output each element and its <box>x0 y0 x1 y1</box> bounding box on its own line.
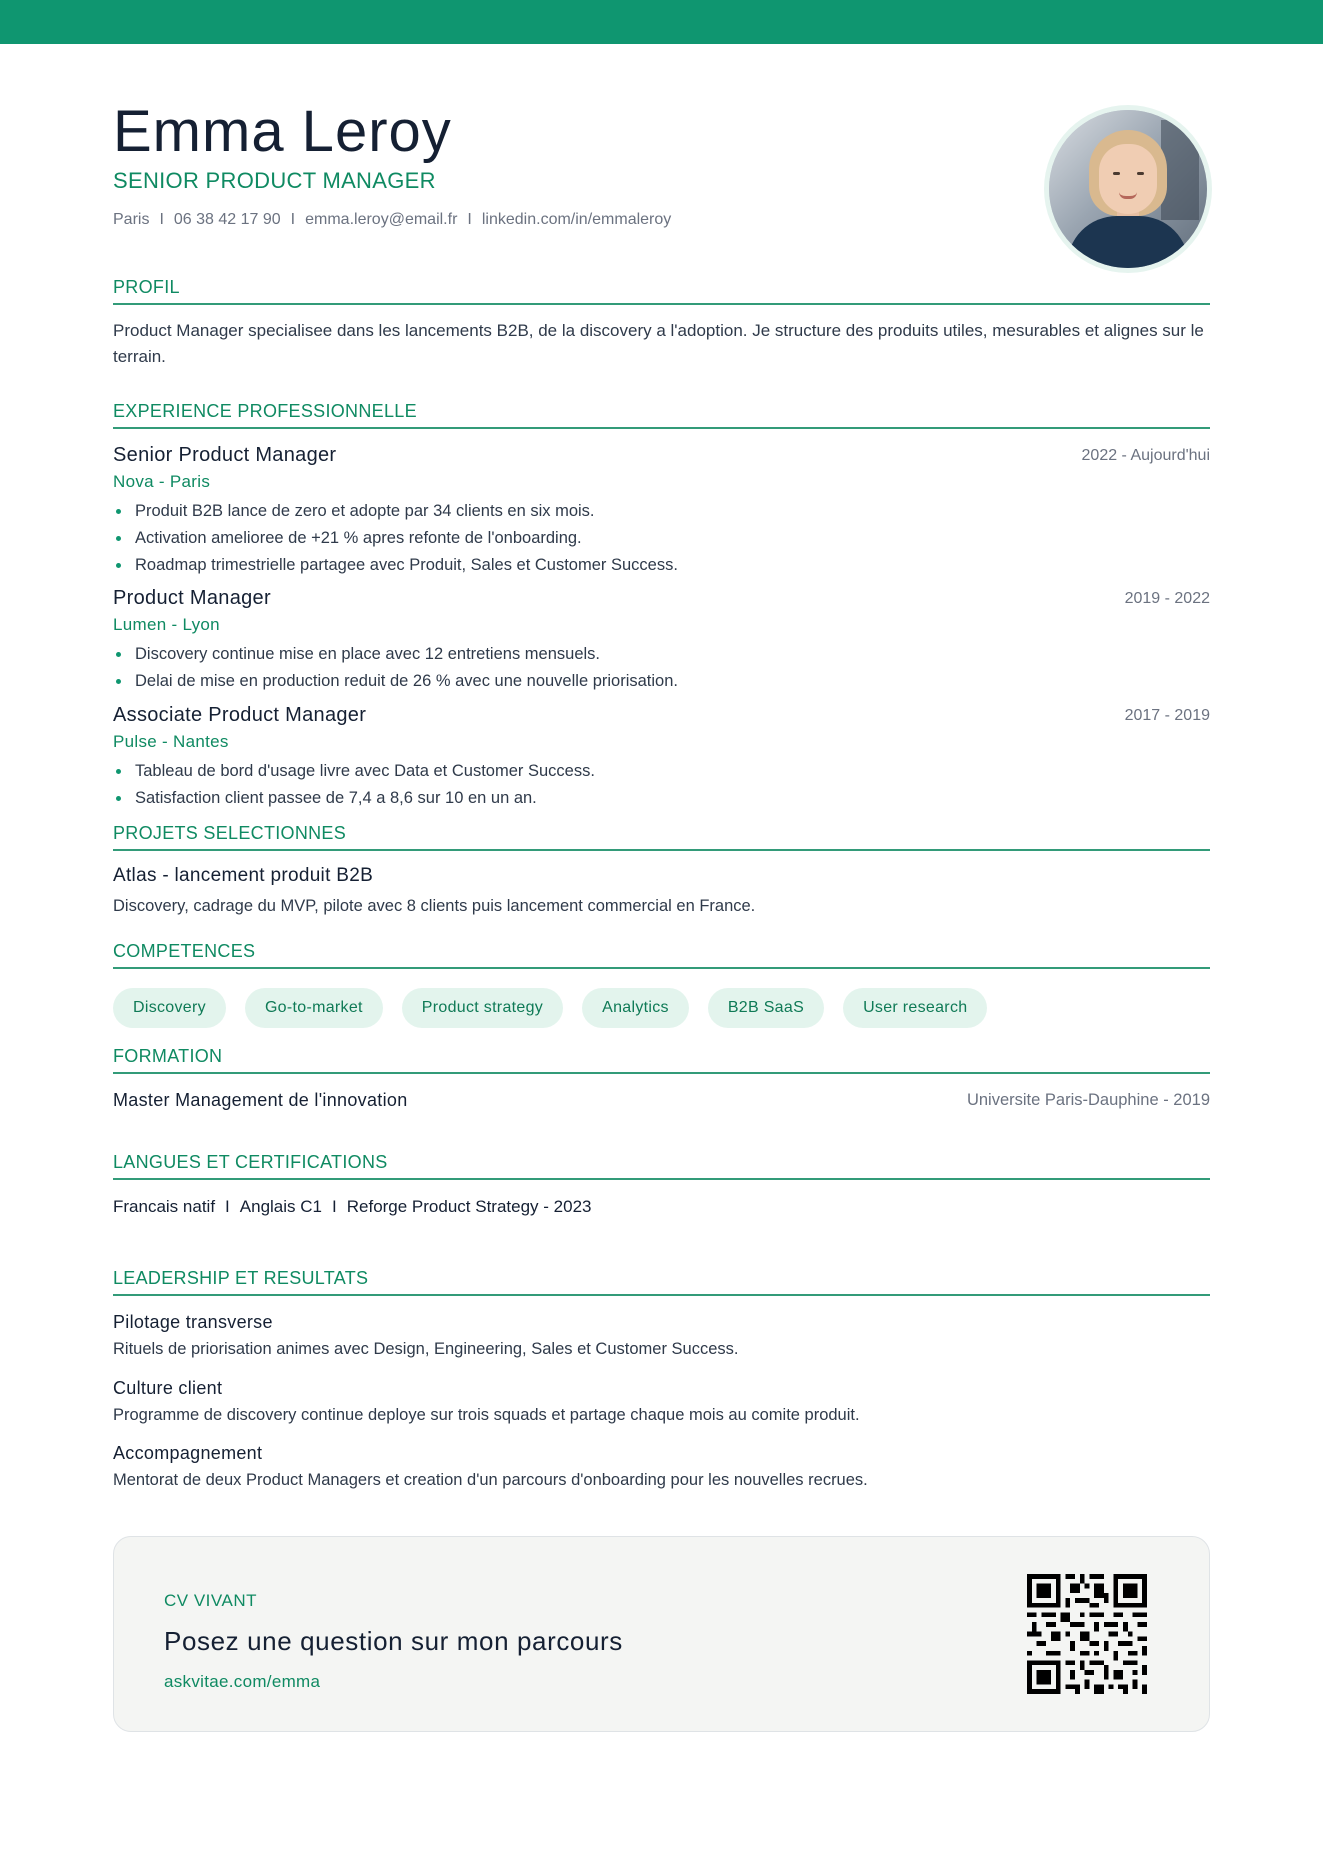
candidate-name: Emma Leroy <box>113 99 452 164</box>
skill-chip: User research <box>843 988 987 1028</box>
contact-line <box>113 210 671 230</box>
languages-separator: I <box>332 1197 337 1216</box>
contact-separator: I <box>467 211 472 228</box>
section-divider <box>113 849 1210 851</box>
job-company: Lumen - Lyon <box>113 615 220 634</box>
skill-chip: Discovery <box>113 988 226 1028</box>
section-title-languages: LANGUES ET CERTIFICATIONS <box>113 1152 388 1172</box>
top-accent-bar <box>0 0 1323 44</box>
job-dates: 2019 - 2022 <box>1124 590 1210 607</box>
job-company: Pulse - Nantes <box>113 732 229 751</box>
contact-city: Paris <box>113 211 150 228</box>
section-title-skills: COMPETENCES <box>113 941 256 961</box>
job-dates: 2017 - 2019 <box>1124 707 1210 724</box>
job-bullet: Satisfaction client passee de 7,4 a 8,6 sur 10 en un an. <box>113 787 537 809</box>
job-bullet: Activation amelioree de +21 % apres refonte de l'onboarding. <box>113 527 582 549</box>
leadership-item-title: Pilotage transverse <box>113 1312 273 1332</box>
skill-chip: Product strategy <box>402 988 563 1028</box>
leadership-item-title: Accompagnement <box>113 1443 263 1463</box>
section-title-education: FORMATION <box>113 1046 223 1066</box>
section-divider <box>113 427 1210 429</box>
skill-chip: Analytics <box>582 988 689 1028</box>
profile-photo-image <box>1049 110 1207 268</box>
education-degree: Master Management de l'innovation <box>113 1090 408 1110</box>
job-bullet: Delai de mise en production reduit de 26 % avec une nouvelle priorisation. <box>113 670 678 692</box>
leadership-item-description: Rituels de priorisation animes avec Design, Engineering, Sales et Customer Success. <box>113 1340 739 1358</box>
languages-line <box>113 1196 591 1218</box>
candidate-headline: SENIOR PRODUCT MANAGER <box>113 168 436 193</box>
job-dates: 2022 - Aujourd'hui <box>1081 447 1210 464</box>
section-divider <box>113 303 1210 305</box>
section-title-profile: PROFIL <box>113 277 180 297</box>
qr-code-icon[interactable] <box>1027 1574 1147 1694</box>
section-title-leadership: LEADERSHIP ET RESULTATS <box>113 1268 369 1288</box>
job-title: Product Manager <box>113 587 271 609</box>
job-bullet: Tableau de bord d'usage livre avec Data et Customer Success. <box>113 760 595 782</box>
job-bullet: Discovery continue mise en place avec 12 entretiens mensuels. <box>113 643 600 665</box>
skills-list <box>113 988 987 1028</box>
skill-chip: B2B SaaS <box>708 988 824 1028</box>
section-divider <box>113 1294 1210 1296</box>
card-link[interactable]: askvitae.com/emma <box>164 1672 321 1691</box>
certification-item: Reforge Product Strategy - 2023 <box>346 1197 592 1216</box>
leadership-item-description: Mentorat de deux Product Managers et creation d'un parcours d'onboarding pour les nouvelles recrues. <box>113 1471 868 1489</box>
language-item: Anglais C1 <box>239 1197 322 1216</box>
project-title: Atlas - lancement produit B2B <box>113 865 374 886</box>
contact-linkedin[interactable]: linkedin.com/in/emmaleroy <box>481 211 672 228</box>
skill-chip: Go-to-market <box>245 988 383 1028</box>
contact-email[interactable]: emma.leroy@email.fr <box>305 211 458 228</box>
language-item: Francais natif <box>113 1197 216 1216</box>
profile-text: Product Manager specialisee dans les lancements B2B, de la discovery a l'adoption. Je structure des produits utiles, mesurables et alignes sur le terrain. <box>113 321 1204 366</box>
section-divider <box>113 967 1210 969</box>
job-title: Senior Product Manager <box>113 444 337 466</box>
project-description: Discovery, cadrage du MVP, pilote avec 8 clients puis lancement commercial en France. <box>113 897 756 915</box>
education-school: Universite Paris-Dauphine - 2019 <box>966 1091 1210 1109</box>
section-title-projects: PROJETS SELECTIONNES <box>113 823 347 843</box>
job-bullet: Roadmap trimestrielle partagee avec Produit, Sales et Customer Success. <box>113 554 678 576</box>
languages-separator: I <box>225 1197 230 1216</box>
contact-phone: 06 38 42 17 90 <box>173 211 281 228</box>
leadership-item-description: Programme de discovery continue deploye sur trois squads et partage chaque mois au comite produit. <box>113 1406 860 1424</box>
profile-photo <box>1044 105 1212 273</box>
job-bullet: Produit B2B lance de zero et adopte par 34 clients en six mois. <box>113 500 595 522</box>
living-cv-card <box>113 1536 1210 1732</box>
section-title-experience: EXPERIENCE PROFESSIONNELLE <box>113 401 417 421</box>
section-divider <box>113 1072 1210 1074</box>
card-title: Posez une question sur mon parcours <box>164 1626 623 1656</box>
card-kicker: CV VIVANT <box>164 1591 257 1610</box>
contact-separator: I <box>290 211 296 228</box>
job-company: Nova - Paris <box>113 472 211 491</box>
section-divider <box>113 1178 1210 1180</box>
leadership-item-title: Culture client <box>113 1378 223 1398</box>
contact-separator: I <box>159 211 164 228</box>
job-title: Associate Product Manager <box>113 704 367 726</box>
